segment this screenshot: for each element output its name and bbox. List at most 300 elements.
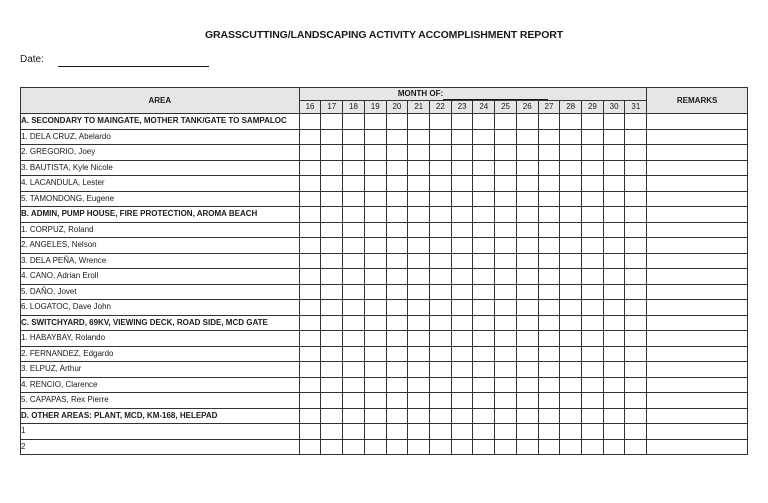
day-cell[interactable]: [386, 269, 408, 285]
day-cell[interactable]: [343, 114, 365, 130]
day-cell[interactable]: [321, 160, 343, 176]
day-cell[interactable]: [299, 346, 321, 362]
day-cell[interactable]: [516, 346, 538, 362]
day-cell[interactable]: [538, 439, 560, 455]
day-cell[interactable]: [603, 377, 625, 393]
day-cell[interactable]: [495, 269, 517, 285]
day-cell[interactable]: [473, 222, 495, 238]
day-cell[interactable]: [473, 362, 495, 378]
day-cell[interactable]: [538, 207, 560, 223]
day-cell[interactable]: [321, 300, 343, 316]
remarks-cell[interactable]: [647, 346, 748, 362]
day-cell[interactable]: [495, 253, 517, 269]
remarks-cell[interactable]: [647, 408, 748, 424]
day-cell[interactable]: [625, 160, 647, 176]
day-cell[interactable]: [560, 129, 582, 145]
day-cell[interactable]: [560, 160, 582, 176]
day-cell[interactable]: [473, 439, 495, 455]
day-cell[interactable]: [299, 300, 321, 316]
day-cell[interactable]: [408, 222, 430, 238]
day-cell[interactable]: [451, 269, 473, 285]
day-cell[interactable]: [343, 238, 365, 254]
day-cell[interactable]: [430, 253, 452, 269]
day-cell[interactable]: [364, 300, 386, 316]
day-cell[interactable]: [408, 176, 430, 192]
day-cell[interactable]: [430, 393, 452, 409]
day-cell[interactable]: [603, 253, 625, 269]
day-cell[interactable]: [430, 222, 452, 238]
day-cell[interactable]: [516, 315, 538, 331]
day-cell[interactable]: [560, 393, 582, 409]
day-cell[interactable]: [299, 269, 321, 285]
day-cell[interactable]: [582, 238, 604, 254]
day-cell[interactable]: [560, 300, 582, 316]
day-cell[interactable]: [343, 222, 365, 238]
day-cell[interactable]: [603, 439, 625, 455]
day-cell[interactable]: [582, 207, 604, 223]
day-cell[interactable]: [582, 145, 604, 161]
day-cell[interactable]: [321, 331, 343, 347]
day-cell[interactable]: [516, 300, 538, 316]
remarks-cell[interactable]: [647, 393, 748, 409]
day-cell[interactable]: [495, 176, 517, 192]
day-cell[interactable]: [495, 424, 517, 440]
day-cell[interactable]: [625, 377, 647, 393]
day-cell[interactable]: [495, 222, 517, 238]
day-cell[interactable]: [386, 362, 408, 378]
day-cell[interactable]: [343, 424, 365, 440]
day-cell[interactable]: [321, 377, 343, 393]
day-cell[interactable]: [538, 222, 560, 238]
day-cell[interactable]: [386, 238, 408, 254]
day-cell[interactable]: [343, 191, 365, 207]
day-cell[interactable]: [603, 300, 625, 316]
day-cell[interactable]: [299, 160, 321, 176]
day-cell[interactable]: [430, 315, 452, 331]
day-cell[interactable]: [582, 129, 604, 145]
day-cell[interactable]: [386, 393, 408, 409]
day-cell[interactable]: [538, 346, 560, 362]
day-cell[interactable]: [560, 238, 582, 254]
day-cell[interactable]: [321, 439, 343, 455]
day-cell[interactable]: [386, 129, 408, 145]
day-cell[interactable]: [516, 377, 538, 393]
remarks-cell[interactable]: [647, 284, 748, 300]
day-cell[interactable]: [538, 408, 560, 424]
day-cell[interactable]: [343, 408, 365, 424]
day-cell[interactable]: [603, 222, 625, 238]
day-cell[interactable]: [430, 238, 452, 254]
day-cell[interactable]: [451, 300, 473, 316]
day-cell[interactable]: [386, 439, 408, 455]
day-cell[interactable]: [582, 424, 604, 440]
day-cell[interactable]: [582, 439, 604, 455]
day-cell[interactable]: [473, 145, 495, 161]
day-cell[interactable]: [516, 269, 538, 285]
day-cell[interactable]: [560, 439, 582, 455]
day-cell[interactable]: [386, 346, 408, 362]
day-cell[interactable]: [364, 377, 386, 393]
day-cell[interactable]: [473, 331, 495, 347]
day-cell[interactable]: [582, 160, 604, 176]
day-cell[interactable]: [538, 377, 560, 393]
day-cell[interactable]: [603, 129, 625, 145]
day-cell[interactable]: [451, 222, 473, 238]
day-cell[interactable]: [364, 315, 386, 331]
day-cell[interactable]: [451, 129, 473, 145]
day-cell[interactable]: [560, 362, 582, 378]
day-cell[interactable]: [473, 269, 495, 285]
day-cell[interactable]: [560, 114, 582, 130]
day-cell[interactable]: [364, 362, 386, 378]
day-cell[interactable]: [516, 160, 538, 176]
day-cell[interactable]: [473, 346, 495, 362]
day-cell[interactable]: [625, 191, 647, 207]
day-cell[interactable]: [299, 114, 321, 130]
day-cell[interactable]: [364, 129, 386, 145]
day-cell[interactable]: [430, 439, 452, 455]
day-cell[interactable]: [343, 393, 365, 409]
day-cell[interactable]: [625, 408, 647, 424]
day-cell[interactable]: [582, 176, 604, 192]
day-cell[interactable]: [538, 191, 560, 207]
remarks-cell[interactable]: [647, 269, 748, 285]
day-cell[interactable]: [560, 424, 582, 440]
day-cell[interactable]: [299, 222, 321, 238]
day-cell[interactable]: [516, 207, 538, 223]
day-cell[interactable]: [321, 346, 343, 362]
day-cell[interactable]: [321, 145, 343, 161]
day-cell[interactable]: [343, 284, 365, 300]
day-cell[interactable]: [473, 284, 495, 300]
day-cell[interactable]: [299, 129, 321, 145]
day-cell[interactable]: [321, 222, 343, 238]
month-field[interactable]: [443, 90, 548, 100]
day-cell[interactable]: [538, 238, 560, 254]
day-cell[interactable]: [343, 176, 365, 192]
day-cell[interactable]: [430, 408, 452, 424]
day-cell[interactable]: [538, 160, 560, 176]
day-cell[interactable]: [560, 269, 582, 285]
day-cell[interactable]: [430, 362, 452, 378]
day-cell[interactable]: [495, 393, 517, 409]
remarks-cell[interactable]: [647, 377, 748, 393]
day-cell[interactable]: [582, 114, 604, 130]
day-cell[interactable]: [386, 160, 408, 176]
day-cell[interactable]: [625, 176, 647, 192]
day-cell[interactable]: [603, 114, 625, 130]
day-cell[interactable]: [625, 315, 647, 331]
day-cell[interactable]: [321, 408, 343, 424]
day-cell[interactable]: [516, 408, 538, 424]
day-cell[interactable]: [603, 207, 625, 223]
day-cell[interactable]: [299, 315, 321, 331]
day-cell[interactable]: [343, 439, 365, 455]
day-cell[interactable]: [451, 145, 473, 161]
day-cell[interactable]: [516, 114, 538, 130]
remarks-cell[interactable]: [647, 160, 748, 176]
day-cell[interactable]: [451, 191, 473, 207]
day-cell[interactable]: [321, 191, 343, 207]
day-cell[interactable]: [473, 253, 495, 269]
day-cell[interactable]: [408, 408, 430, 424]
day-cell[interactable]: [321, 284, 343, 300]
day-cell[interactable]: [451, 160, 473, 176]
day-cell[interactable]: [299, 191, 321, 207]
day-cell[interactable]: [343, 331, 365, 347]
day-cell[interactable]: [625, 145, 647, 161]
day-cell[interactable]: [386, 191, 408, 207]
day-cell[interactable]: [408, 331, 430, 347]
day-cell[interactable]: [321, 176, 343, 192]
day-cell[interactable]: [299, 331, 321, 347]
day-cell[interactable]: [473, 114, 495, 130]
day-cell[interactable]: [451, 284, 473, 300]
day-cell[interactable]: [299, 253, 321, 269]
day-cell[interactable]: [582, 284, 604, 300]
day-cell[interactable]: [386, 424, 408, 440]
day-cell[interactable]: [516, 129, 538, 145]
day-cell[interactable]: [364, 424, 386, 440]
day-cell[interactable]: [473, 315, 495, 331]
remarks-cell[interactable]: [647, 253, 748, 269]
day-cell[interactable]: [516, 176, 538, 192]
day-cell[interactable]: [495, 408, 517, 424]
day-cell[interactable]: [408, 346, 430, 362]
day-cell[interactable]: [582, 300, 604, 316]
day-cell[interactable]: [538, 284, 560, 300]
day-cell[interactable]: [451, 253, 473, 269]
day-cell[interactable]: [364, 145, 386, 161]
day-cell[interactable]: [582, 393, 604, 409]
day-cell[interactable]: [560, 191, 582, 207]
remarks-cell[interactable]: [647, 238, 748, 254]
day-cell[interactable]: [386, 207, 408, 223]
day-cell[interactable]: [321, 424, 343, 440]
day-cell[interactable]: [495, 238, 517, 254]
day-cell[interactable]: [321, 238, 343, 254]
day-cell[interactable]: [299, 393, 321, 409]
day-cell[interactable]: [473, 207, 495, 223]
day-cell[interactable]: [386, 331, 408, 347]
day-cell[interactable]: [495, 377, 517, 393]
day-cell[interactable]: [495, 114, 517, 130]
day-cell[interactable]: [364, 393, 386, 409]
day-cell[interactable]: [299, 145, 321, 161]
day-cell[interactable]: [582, 315, 604, 331]
day-cell[interactable]: [386, 300, 408, 316]
day-cell[interactable]: [473, 393, 495, 409]
day-cell[interactable]: [386, 222, 408, 238]
day-cell[interactable]: [408, 393, 430, 409]
day-cell[interactable]: [603, 424, 625, 440]
day-cell[interactable]: [516, 424, 538, 440]
day-cell[interactable]: [538, 393, 560, 409]
remarks-cell[interactable]: [647, 331, 748, 347]
day-cell[interactable]: [603, 362, 625, 378]
day-cell[interactable]: [516, 222, 538, 238]
day-cell[interactable]: [603, 284, 625, 300]
remarks-cell[interactable]: [647, 315, 748, 331]
day-cell[interactable]: [451, 207, 473, 223]
day-cell[interactable]: [343, 145, 365, 161]
day-cell[interactable]: [538, 315, 560, 331]
day-cell[interactable]: [538, 424, 560, 440]
day-cell[interactable]: [582, 331, 604, 347]
day-cell[interactable]: [299, 439, 321, 455]
day-cell[interactable]: [364, 114, 386, 130]
day-cell[interactable]: [364, 439, 386, 455]
day-cell[interactable]: [582, 191, 604, 207]
remarks-cell[interactable]: [647, 129, 748, 145]
day-cell[interactable]: [538, 176, 560, 192]
day-cell[interactable]: [408, 145, 430, 161]
day-cell[interactable]: [299, 238, 321, 254]
day-cell[interactable]: [495, 362, 517, 378]
day-cell[interactable]: [451, 424, 473, 440]
day-cell[interactable]: [386, 315, 408, 331]
day-cell[interactable]: [430, 129, 452, 145]
day-cell[interactable]: [430, 269, 452, 285]
day-cell[interactable]: [451, 439, 473, 455]
date-field[interactable]: [58, 66, 209, 67]
day-cell[interactable]: [560, 331, 582, 347]
day-cell[interactable]: [625, 129, 647, 145]
day-cell[interactable]: [495, 284, 517, 300]
remarks-cell[interactable]: [647, 424, 748, 440]
day-cell[interactable]: [408, 269, 430, 285]
day-cell[interactable]: [408, 238, 430, 254]
day-cell[interactable]: [516, 362, 538, 378]
day-cell[interactable]: [430, 284, 452, 300]
day-cell[interactable]: [343, 346, 365, 362]
day-cell[interactable]: [603, 408, 625, 424]
day-cell[interactable]: [364, 207, 386, 223]
day-cell[interactable]: [625, 253, 647, 269]
day-cell[interactable]: [495, 346, 517, 362]
day-cell[interactable]: [299, 377, 321, 393]
day-cell[interactable]: [538, 145, 560, 161]
day-cell[interactable]: [430, 300, 452, 316]
day-cell[interactable]: [408, 191, 430, 207]
day-cell[interactable]: [538, 362, 560, 378]
day-cell[interactable]: [299, 424, 321, 440]
day-cell[interactable]: [408, 207, 430, 223]
day-cell[interactable]: [451, 114, 473, 130]
day-cell[interactable]: [408, 300, 430, 316]
day-cell[interactable]: [560, 346, 582, 362]
day-cell[interactable]: [495, 331, 517, 347]
day-cell[interactable]: [560, 284, 582, 300]
day-cell[interactable]: [538, 114, 560, 130]
day-cell[interactable]: [603, 191, 625, 207]
day-cell[interactable]: [603, 315, 625, 331]
day-cell[interactable]: [430, 331, 452, 347]
day-cell[interactable]: [343, 160, 365, 176]
day-cell[interactable]: [364, 160, 386, 176]
day-cell[interactable]: [516, 238, 538, 254]
day-cell[interactable]: [299, 408, 321, 424]
day-cell[interactable]: [603, 331, 625, 347]
day-cell[interactable]: [495, 191, 517, 207]
day-cell[interactable]: [473, 176, 495, 192]
day-cell[interactable]: [495, 300, 517, 316]
day-cell[interactable]: [343, 269, 365, 285]
day-cell[interactable]: [386, 253, 408, 269]
day-cell[interactable]: [343, 207, 365, 223]
day-cell[interactable]: [430, 176, 452, 192]
day-cell[interactable]: [495, 207, 517, 223]
day-cell[interactable]: [560, 377, 582, 393]
day-cell[interactable]: [516, 145, 538, 161]
remarks-cell[interactable]: [647, 145, 748, 161]
day-cell[interactable]: [538, 331, 560, 347]
day-cell[interactable]: [473, 424, 495, 440]
day-cell[interactable]: [408, 284, 430, 300]
day-cell[interactable]: [430, 346, 452, 362]
day-cell[interactable]: [386, 114, 408, 130]
day-cell[interactable]: [625, 393, 647, 409]
day-cell[interactable]: [516, 253, 538, 269]
day-cell[interactable]: [451, 331, 473, 347]
remarks-cell[interactable]: [647, 191, 748, 207]
day-cell[interactable]: [408, 377, 430, 393]
day-cell[interactable]: [364, 222, 386, 238]
day-cell[interactable]: [430, 145, 452, 161]
day-cell[interactable]: [343, 300, 365, 316]
day-cell[interactable]: [386, 408, 408, 424]
day-cell[interactable]: [625, 362, 647, 378]
day-cell[interactable]: [473, 408, 495, 424]
day-cell[interactable]: [473, 129, 495, 145]
day-cell[interactable]: [321, 114, 343, 130]
day-cell[interactable]: [430, 377, 452, 393]
day-cell[interactable]: [430, 160, 452, 176]
remarks-cell[interactable]: [647, 114, 748, 130]
day-cell[interactable]: [516, 331, 538, 347]
day-cell[interactable]: [364, 238, 386, 254]
day-cell[interactable]: [582, 222, 604, 238]
day-cell[interactable]: [582, 253, 604, 269]
day-cell[interactable]: [321, 393, 343, 409]
day-cell[interactable]: [343, 129, 365, 145]
day-cell[interactable]: [451, 408, 473, 424]
day-cell[interactable]: [343, 315, 365, 331]
day-cell[interactable]: [473, 238, 495, 254]
day-cell[interactable]: [625, 439, 647, 455]
day-cell[interactable]: [451, 377, 473, 393]
day-cell[interactable]: [299, 207, 321, 223]
day-cell[interactable]: [364, 269, 386, 285]
day-cell[interactable]: [299, 362, 321, 378]
day-cell[interactable]: [603, 176, 625, 192]
day-cell[interactable]: [603, 393, 625, 409]
day-cell[interactable]: [625, 424, 647, 440]
day-cell[interactable]: [473, 160, 495, 176]
day-cell[interactable]: [538, 253, 560, 269]
day-cell[interactable]: [364, 176, 386, 192]
day-cell[interactable]: [343, 377, 365, 393]
day-cell[interactable]: [451, 315, 473, 331]
day-cell[interactable]: [603, 160, 625, 176]
day-cell[interactable]: [625, 346, 647, 362]
day-cell[interactable]: [299, 176, 321, 192]
day-cell[interactable]: [364, 284, 386, 300]
remarks-cell[interactable]: [647, 207, 748, 223]
day-cell[interactable]: [560, 207, 582, 223]
day-cell[interactable]: [451, 393, 473, 409]
day-cell[interactable]: [364, 253, 386, 269]
